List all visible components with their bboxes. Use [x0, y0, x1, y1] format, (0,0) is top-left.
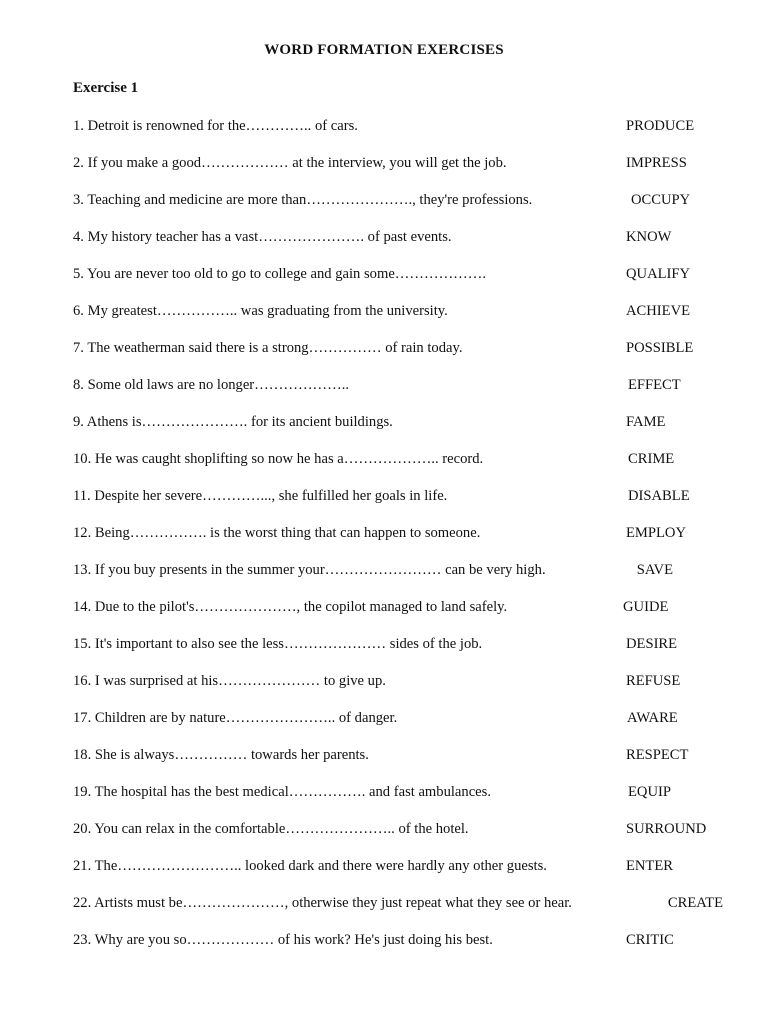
exercise-item-21 — [73, 857, 733, 894]
exercise-item-16 — [73, 672, 733, 709]
exercise-sentence: 14. Due to the pilot's…………………, the copilot managed to land safely. — [73, 599, 508, 615]
exercise-item-23 — [73, 931, 733, 968]
exercise-sentence: 17. Children are by nature………………….. of danger. — [73, 710, 398, 726]
root-word: SURROUND — [626, 821, 707, 837]
exercise-item-11 — [73, 487, 733, 524]
exercise-item-1 — [73, 117, 733, 154]
root-word: CRIME — [628, 451, 675, 467]
root-word: ACHIEVE — [626, 303, 691, 319]
exercise-item-5 — [73, 265, 733, 302]
exercise-sentence: 10. He was caught shoplifting so now he has a……………….. record. — [73, 451, 484, 467]
exercise-item-15 — [73, 635, 733, 672]
exercise-sentence: 13. If you buy presents in the summer your…………………… can be very high. — [73, 562, 546, 578]
root-word: SAVE — [636, 562, 673, 578]
exercise-item-18 — [73, 746, 733, 783]
root-word: REFUSE — [626, 673, 681, 689]
exercise-sentence: 15. It's important to also see the less………………… sides of the job. — [73, 636, 483, 652]
root-word: EMPLOY — [626, 525, 686, 541]
root-word: RESPECT — [626, 747, 689, 763]
exercise-item-10 — [73, 450, 733, 487]
exercise-sentence: 21. The…………………….. looked dark and there were hardly any other guests. — [73, 858, 547, 874]
exercise-item-20 — [73, 820, 733, 857]
exercise-sentence: 19. The hospital has the best medical……………. and fast ambulances. — [73, 784, 491, 800]
exercise-item-14 — [73, 598, 733, 635]
exercise-sentence: 20. You can relax in the comfortable………………….. of the hotel. — [73, 821, 469, 837]
exercise-sentence: 6. My greatest…………….. was graduating from the university. — [73, 303, 448, 319]
exercise-sentence: 18. She is always…………… towards her parents. — [73, 747, 369, 763]
root-word: DESIRE — [626, 636, 678, 652]
root-word: CREATE — [667, 895, 723, 911]
root-word: ENTER — [625, 858, 673, 874]
root-word: FAME — [626, 414, 666, 430]
exercise-sentence: 12. Being……………. is the worst thing that can happen to someone. — [73, 525, 481, 541]
exercise-sentence: 7. The weatherman said there is a strong…………… of rain today. — [73, 340, 463, 356]
root-word: KNOW — [626, 229, 672, 245]
exercise-sentence: 1. Detroit is renowned for the………….. of cars. — [73, 118, 358, 134]
exercise-sentence: 9. Athens is…………………. for its ancient buildings. — [73, 414, 393, 430]
exercise-item-7 — [73, 339, 733, 376]
page-title: WORD FORMATION EXERCISES — [264, 42, 504, 58]
exercise-sentence: 4. My history teacher has a vast…………………. of past events. — [73, 229, 452, 245]
root-word: DISABLE — [628, 488, 690, 504]
exercise-item-12 — [73, 524, 733, 561]
exercise-list — [73, 117, 733, 968]
exercise-sentence: 2. If you make a good……………… at the interview, you will get the job. — [73, 155, 507, 171]
exercise-item-8 — [73, 376, 733, 413]
exercise-item-17 — [73, 709, 733, 746]
root-word: QUALIFY — [626, 266, 691, 282]
exercise-item-9 — [73, 413, 733, 450]
exercise-sentence: 23. Why are you so……………… of his work? He's just doing his best. — [73, 932, 493, 948]
exercise-item-2 — [73, 154, 733, 191]
exercise-item-13 — [73, 561, 733, 598]
root-word: AWARE — [627, 710, 678, 726]
exercise-item-22 — [73, 894, 733, 931]
root-word: OCCUPY — [631, 192, 691, 208]
root-word: IMPRESS — [626, 155, 687, 171]
exercise-heading: Exercise 1 — [73, 80, 139, 96]
root-word: EFFECT — [628, 377, 681, 393]
exercise-item-6 — [73, 302, 733, 339]
exercise-sentence: 22. Artists must be…………………, otherwise they just repeat what they see or hear. — [73, 895, 572, 911]
root-word: POSSIBLE — [626, 340, 694, 356]
exercise-sentence: 16. I was surprised at his………………… to give up. — [73, 673, 386, 689]
exercise-sentence: 5. You are never too old to go to college and gain some………………. — [73, 266, 487, 282]
root-word: PRODUCE — [626, 118, 695, 134]
exercise-sentence: 8. Some old laws are no longer……………….. — [73, 377, 350, 393]
exercise-item-3 — [73, 191, 733, 228]
root-word: EQUIP — [628, 784, 671, 800]
root-word: CRITIC — [626, 932, 674, 948]
exercise-item-4 — [73, 228, 733, 265]
root-word: GUIDE — [623, 599, 669, 615]
exercise-sentence: 3. Teaching and medicine are more than…………………., they're professions. — [73, 192, 533, 208]
exercise-item-19 — [73, 783, 733, 820]
exercise-sentence: 11. Despite her severe…………..., she fulfilled her goals in life. — [73, 488, 448, 504]
